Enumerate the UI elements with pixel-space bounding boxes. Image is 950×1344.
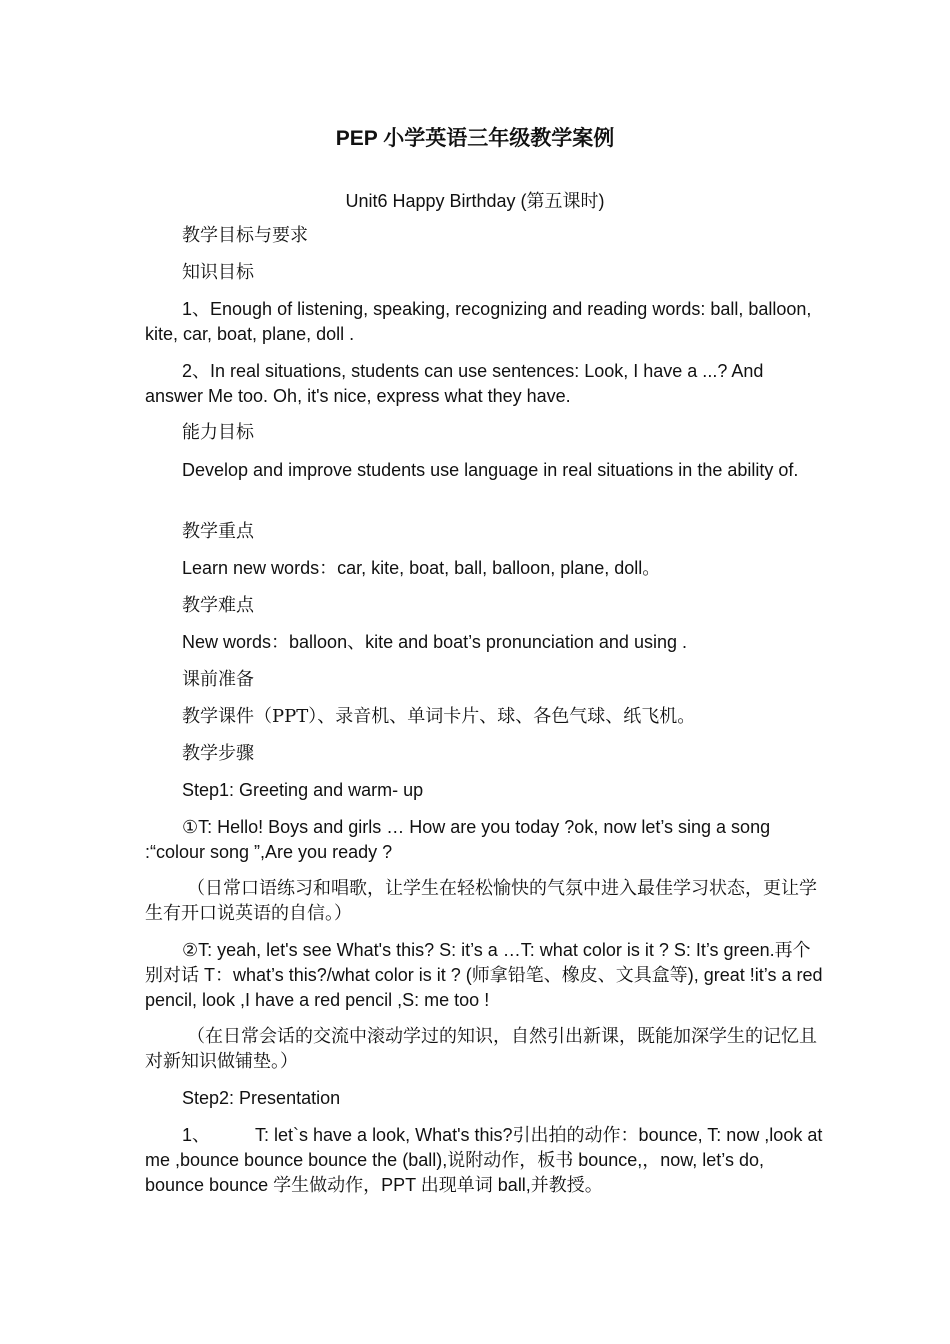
paragraph-step1-note-b: （在日常会话的交流中滚动学过的知识，自然引出新课，既能加深学生的记忆且对新知识做铺垫。） — [145, 1026, 817, 1072]
document-subtitle: Unit6 Happy Birthday (第五课时) — [345, 191, 605, 211]
paragraph-knowledge-1: 1、Enough of listening, speaking, recognizing and reading words: ball, balloon, kite, car, boat, plane, doll . — [145, 299, 812, 344]
paragraph-ability-heading: 能力目标 — [182, 422, 254, 443]
paragraph-knowledge-2: 2、In real situations, students can use sentences: Look, I have a ...? And answer Me too. Oh, it's nice, express what they have. — [145, 361, 764, 406]
paragraph-step2-heading: Step2: Presentation — [182, 1088, 341, 1108]
paragraph-key-heading: 教学重点 — [182, 521, 254, 542]
document-title: PEP 小学英语三年级教学案例 — [335, 127, 615, 150]
paragraph-step1-heading: Step1: Greeting and warm- up — [182, 780, 424, 800]
paragraph-difficulty-heading: 教学难点 — [182, 595, 254, 616]
paragraph-knowledge-heading: 知识目标 — [182, 262, 254, 283]
paragraph-ability: Develop and improve students use language in real situations in the ability of. — [182, 460, 799, 480]
paragraph-prep-heading: 课前准备 — [182, 669, 254, 690]
paragraph-key: Learn new words：car, kite, boat, ball, balloon, plane, doll。 — [182, 558, 661, 578]
paragraph-step1-a: ①T: Hello! Boys and girls … How are you today ?ok, now let’s sing a song :“colour song ”,Are you ready ? — [145, 817, 771, 862]
paragraph-steps-heading: 教学步骤 — [182, 743, 254, 764]
paragraph-step1-b: ②T: yeah, let's see What's this? S: it’s a …T: what color is it ? S: It’s green.再个别对话 T：what’s this?/what color is it ? (师拿铅笔、橡皮、文具盒等), great !it’s a red pencil, look ,I have a red pencil ,S: me too ! — [145, 940, 823, 1010]
paragraph-step2-1: 1、 T: let`s have a look, What's this?引出拍的动作：bounce, T: now ,look at me ,bounce bounce bounce the (ball),说附动作，板书 bounce,，now, let’s do, bounce bounce 学生做动作，PPT 出现单词 ball,并教授。 — [145, 1125, 823, 1195]
paragraph-goals-heading: 教学目标与要求 — [182, 225, 308, 246]
paragraph-difficulty: New words：balloon、kite and boat’s pronunciation and using . — [182, 632, 687, 652]
paragraph-prep: 教学课件（PPT）、录音机、单词卡片、球、各色气球、纸飞机。 — [182, 706, 696, 727]
paragraph-step1-note-a: （日常口语练习和唱歌，让学生在轻松愉快的气氛中进入最佳学习状态，更让学生有开口说英语的自信。） — [145, 878, 817, 924]
